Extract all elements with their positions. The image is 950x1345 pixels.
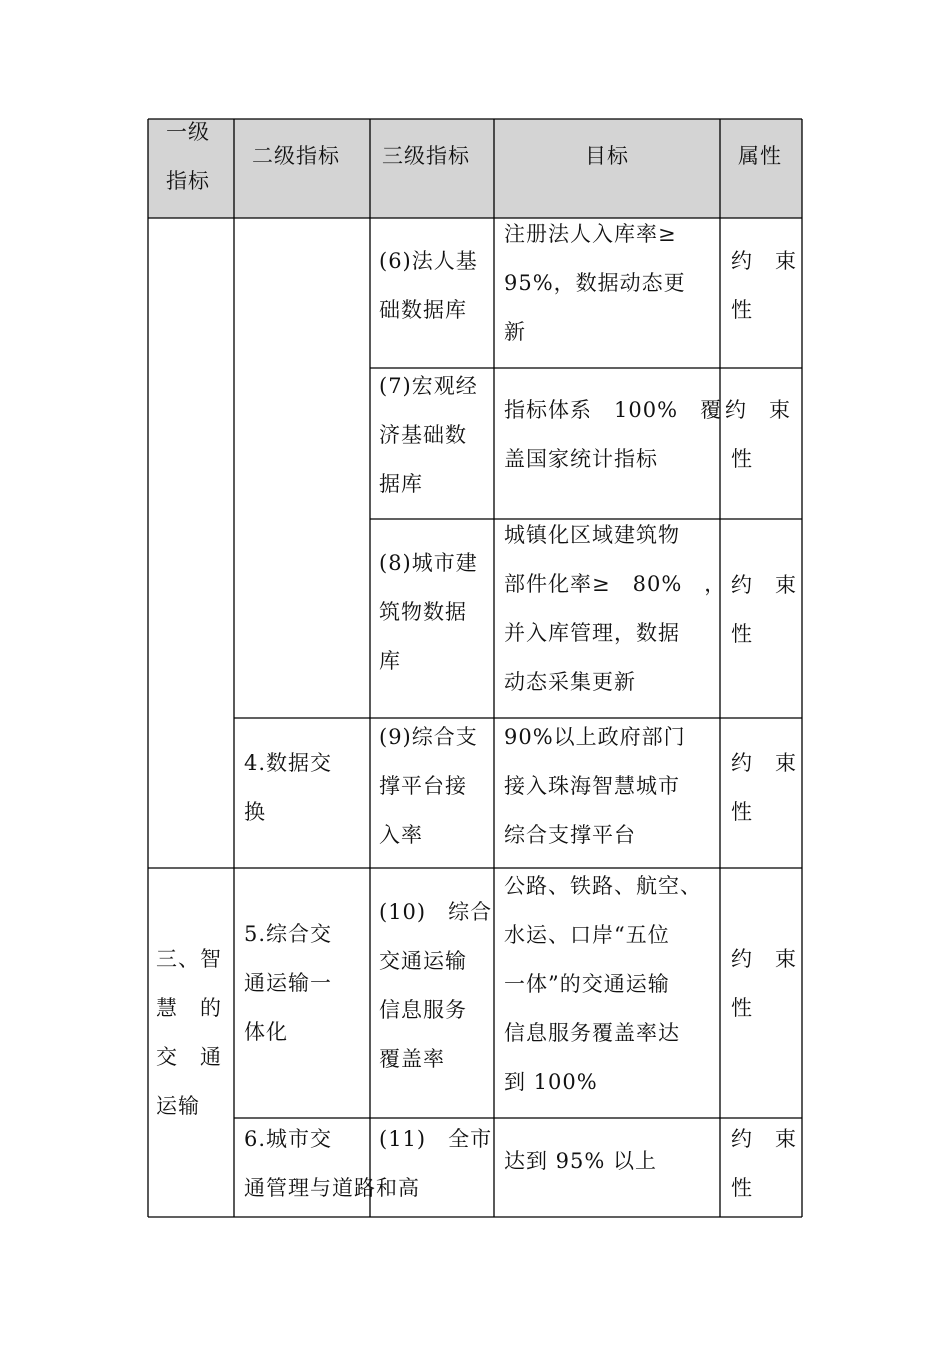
row8-level3	[379, 539, 478, 686]
text-line: 公路、铁路、航空、	[504, 874, 702, 898]
header-level2: 二级指标	[252, 144, 340, 168]
text-line: 6.城市交	[244, 1127, 333, 1151]
text-line: 信息服务	[379, 998, 467, 1022]
row7-goal	[504, 386, 722, 484]
header-level1	[166, 108, 210, 206]
text-line: 水运、口岸“五位	[504, 923, 670, 947]
row6-attribute	[731, 237, 797, 335]
text-line: 约 束	[731, 573, 797, 597]
text-line: 交通运输	[379, 949, 467, 973]
header-level1-line: 指标	[166, 169, 210, 193]
text-line: (6)法人基	[379, 249, 478, 273]
row10-goal	[504, 862, 702, 1107]
text-line: 性	[731, 1176, 753, 1200]
header-level1-line: 一级	[166, 120, 210, 144]
text-line: 信息服务覆盖率达	[504, 1021, 680, 1045]
text-line: 性	[731, 800, 753, 824]
text-line: 接入珠海智慧城市	[504, 774, 680, 798]
row11-goal	[504, 1137, 657, 1186]
text-line: (9)综合支	[379, 725, 478, 749]
text-line: 通运输一	[244, 971, 332, 995]
text-line: 性	[731, 298, 753, 322]
text-line: 约 束	[731, 751, 797, 775]
text-line: 新	[504, 320, 526, 344]
text-line: 入率	[379, 823, 423, 847]
text-line: 筑物数据	[379, 600, 467, 624]
row9-level2	[244, 739, 332, 837]
row9-goal	[504, 713, 686, 860]
text-line: 覆盖率	[379, 1047, 445, 1071]
text-line: 5.综合交	[244, 922, 333, 946]
text-line: 约 束	[731, 249, 797, 273]
text-line: 95%，数据动态更	[504, 271, 686, 295]
text-line: (7)宏观经	[379, 374, 478, 398]
text-line: 4.数据交	[244, 751, 333, 775]
text-line: 到 100%	[504, 1070, 598, 1094]
header-row-background	[148, 119, 802, 218]
text-line: 据库	[379, 472, 423, 496]
text-line: 约 束	[731, 947, 797, 971]
text-line: 并入库管理，数据	[504, 621, 680, 645]
text-line: (10) 综合	[379, 900, 493, 924]
text-line: 盖国家统计指标	[504, 447, 658, 471]
text-line: 性	[731, 447, 753, 471]
text-line: 运输	[156, 1094, 200, 1118]
row8-attribute	[731, 561, 797, 659]
row6-level3	[379, 237, 478, 335]
header-attribute: 属性	[738, 144, 782, 168]
text-line: 体化	[244, 1020, 288, 1044]
row9-attribute	[731, 739, 797, 837]
row10-level1	[156, 935, 222, 1131]
text-line: 达到 95% 以上	[504, 1149, 658, 1173]
row7-attribute	[725, 386, 791, 484]
text-line: 交 通	[156, 1045, 222, 1069]
text-line: 库	[379, 649, 401, 673]
text-line: 动态采集更新	[504, 670, 636, 694]
text-line: 综合支撑平台	[504, 823, 636, 847]
text-line: 性	[731, 622, 753, 646]
text-line: 一体”的交通运输	[504, 972, 670, 996]
row9-level3	[379, 713, 478, 860]
text-line: 换	[244, 800, 266, 824]
text-line: 指标体系 100% 覆	[504, 398, 723, 422]
text-line: 城镇化区域建筑物	[504, 523, 680, 547]
row11-attribute	[731, 1115, 797, 1213]
text-line: 础数据库	[379, 298, 467, 322]
text-line: 通管理与道路和高	[244, 1176, 420, 1200]
text-line: (11) 全市	[379, 1127, 493, 1151]
row10-level2	[244, 910, 332, 1057]
text-line: 性	[731, 996, 753, 1020]
header-level3: 三级指标	[382, 144, 470, 168]
text-line: 注册法人入库率≥	[504, 222, 677, 246]
text-line: 90%以上政府部门	[504, 725, 686, 749]
row10-attribute	[731, 935, 797, 1033]
text-line: 部件化率≥ 80% ，	[504, 572, 727, 596]
row8-goal	[504, 511, 726, 707]
row7-level3	[379, 362, 478, 509]
text-line: (8)城市建	[379, 551, 478, 575]
row11-level3	[379, 1115, 492, 1164]
row10-level3	[379, 888, 492, 1084]
row6-goal	[504, 210, 686, 357]
text-line: 撑平台接	[379, 774, 467, 798]
text-line: 济基础数	[379, 423, 467, 447]
text-line: 三、智	[156, 947, 222, 971]
text-line: 约 束	[731, 1127, 797, 1151]
text-line: 慧 的	[156, 996, 222, 1020]
header-goal: 目标	[585, 144, 629, 168]
text-line: 约 束	[725, 398, 791, 422]
